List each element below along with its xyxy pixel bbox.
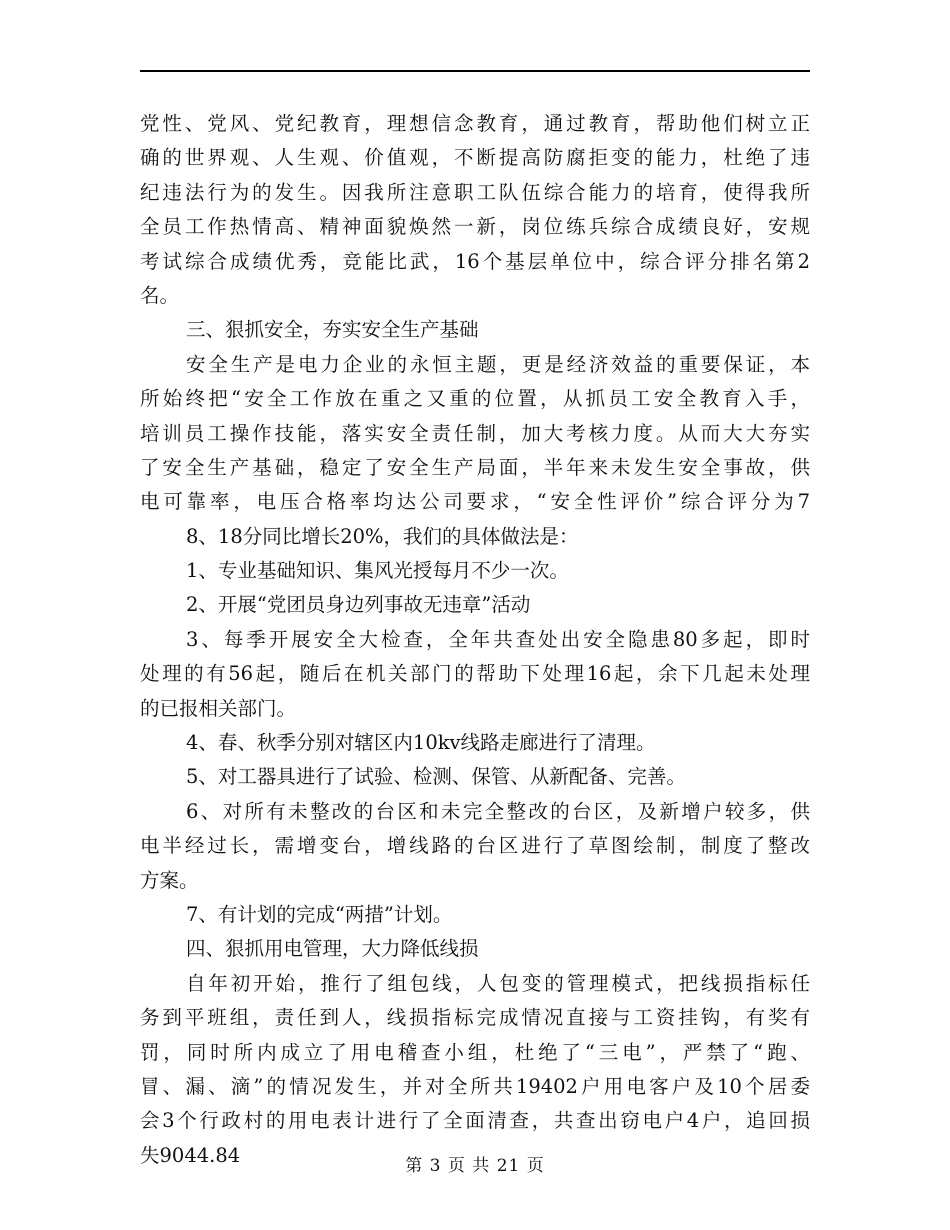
text-line: 所始终把“安全工作放在重之又重的位置，从抓员工安全教育入手， — [140, 387, 810, 411]
text-line: 全员工作热情高、精神面貌焕然一新，岗位练兵综合成绩良好，安规 — [140, 215, 810, 239]
page-footer: 第 3 页 共 21 页 — [405, 1156, 545, 1176]
text-line: 考试综合成绩优秀，竞能比武，16个基层单位中，综合评分排名第2 — [140, 249, 810, 273]
text-line: 了安全生产基础，稳定了安全生产局面，半年来未发生安全事故，供 — [140, 455, 810, 479]
text-line: 培训员工操作技能，落实安全责任制，加大考核力度。从而大大夯实 — [140, 421, 810, 445]
text-line: 8、18分同比增长20%，我们的具体做法是： — [186, 524, 579, 548]
text-line: 党性、党风、党纪教育，理想信念教育，通过教育，帮助他们树立正 — [140, 112, 810, 135]
text-line: 处理的有56起，随后在机关部门的帮助下处理16起，余下几起未处理 — [140, 662, 810, 686]
text-line: 纪违法行为的发生。因我所注意职工队伍综合能力的培育，使得我所 — [140, 180, 810, 204]
text-line: 罚，同时所内成立了用电稽查小组，杜绝了“三电”，严禁了“跑、 — [140, 1040, 810, 1064]
header-rule — [140, 70, 810, 72]
text-line: 自年初开始，推行了组包线，人包变的管理模式，把线损指标任 — [186, 971, 810, 995]
text-line: 的已报相关部门。 — [140, 696, 297, 720]
text-line: 确的世界观、人生观、价值观，不断提高防腐拒变的能力，杜绝了违 — [140, 146, 810, 170]
text-line: 安全生产是电力企业的永恒主题，更是经济效益的重要保证，本 — [186, 352, 810, 376]
text-line: 2、开展“党团员身边列事故无违章”活动 — [186, 593, 531, 617]
text-line: 方案。 — [140, 868, 199, 892]
text-line: 6、对所有未整改的台区和未完全整改的台区，及新增户较多，供 — [186, 799, 810, 823]
text-line: 冒、漏、滴”的情况发生，并对全所共19402户用电客户及10个居委 — [140, 1074, 810, 1098]
text-line: 4、春、秋季分别对辖区内10kv线路走廊进行了清理。 — [186, 731, 656, 755]
text-line: 失9044.84 — [140, 1143, 241, 1167]
text-line: 7、有计划的完成“两措”计划。 — [186, 902, 453, 926]
text-line: 会3个行政村的用电表计进行了全面清查，共查出窃电户4户，追回损 — [140, 1109, 810, 1133]
document-body — [140, 107, 810, 1173]
text-line: 名。 — [140, 283, 180, 307]
text-line: 5、对工器具进行了试验、检测、保管、从新配备、完善。 — [186, 765, 686, 789]
text-line: 电可靠率，电压合格率均达公司要求，“安全性评价”综合评分为7 — [140, 490, 810, 514]
text-line: 务到平班组，责任到人，线损指标完成情况直接与工资挂钩，有奖有 — [140, 1006, 810, 1030]
text-line: 电半经过长，需增变台，增线路的台区进行了草图绘制，制度了整改 — [140, 834, 810, 858]
text-line: 三、狠抓安全，夯实安全生产基础 — [186, 318, 479, 342]
text-line: 四、狠抓用电管理，大力降低线损 — [186, 937, 479, 961]
text-line: 1、专业基础知识、集风光授每月不少一次。 — [186, 559, 569, 583]
text-line: 3、每季开展安全大检查，全年共查处出安全隐患80多起，即时 — [186, 627, 810, 651]
